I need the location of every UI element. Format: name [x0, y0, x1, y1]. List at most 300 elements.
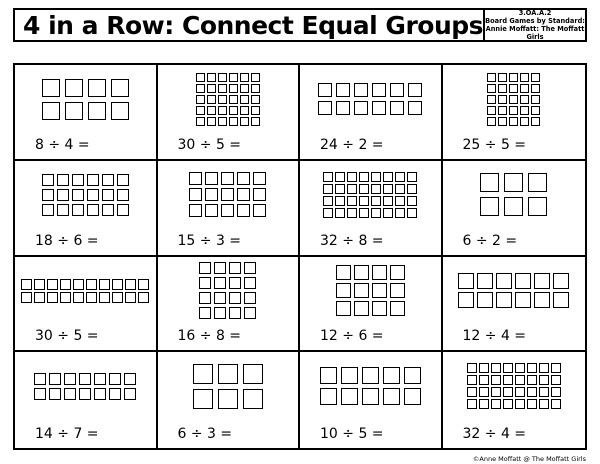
square-icon	[335, 184, 345, 194]
square-icon	[229, 84, 238, 93]
square-icon	[491, 375, 501, 385]
square-icon	[79, 388, 91, 400]
square-icon	[102, 189, 114, 201]
square-icon	[218, 73, 227, 82]
square-icon	[229, 95, 238, 104]
square-icon	[487, 95, 496, 104]
square-icon	[404, 367, 421, 384]
square-icon	[87, 174, 99, 186]
square-icon	[539, 375, 549, 385]
square-icon	[498, 95, 507, 104]
division-equation: 8 ÷ 4 =	[35, 136, 90, 153]
board-cell[interactable]	[443, 352, 586, 448]
square-icon	[42, 204, 54, 216]
division-equation: 12 ÷ 4 =	[462, 328, 527, 345]
square-icon	[395, 208, 405, 218]
square-icon	[34, 373, 46, 385]
square-icon	[99, 292, 110, 303]
square-icon	[520, 84, 529, 93]
square-icon	[509, 117, 518, 126]
square-icon	[111, 102, 129, 120]
square-icon	[244, 307, 256, 319]
square-icon	[477, 273, 493, 289]
square-icon	[94, 388, 106, 400]
square-icon	[527, 375, 537, 385]
square-icon	[109, 373, 121, 385]
game-board	[13, 63, 587, 450]
square-icon	[221, 172, 234, 185]
square-icon	[515, 273, 531, 289]
board-cell[interactable]	[443, 161, 586, 257]
series-name: Board Games by Standard:	[485, 17, 585, 25]
square-icon	[244, 277, 256, 289]
square-icon	[491, 387, 501, 397]
division-equation: 30 ÷ 5 =	[35, 328, 99, 345]
square-icon	[117, 174, 129, 186]
square-icon	[539, 399, 549, 409]
square-icon	[240, 84, 249, 93]
square-icon	[383, 196, 393, 206]
square-icon	[88, 102, 106, 120]
square-icon	[243, 364, 263, 384]
square-icon	[498, 84, 507, 93]
square-icon	[240, 95, 249, 104]
division-equation: 10 ÷ 5 =	[320, 426, 384, 442]
board-cell[interactable]	[15, 161, 158, 257]
square-icon	[479, 375, 489, 385]
square-icon	[193, 389, 213, 409]
square-icon	[534, 273, 550, 289]
standard-info	[483, 10, 585, 40]
square-icon	[60, 279, 71, 290]
square-icon	[65, 102, 83, 120]
square-icon	[503, 363, 513, 373]
square-icon	[60, 292, 71, 303]
square-icon	[117, 189, 129, 201]
square-icon	[395, 172, 405, 182]
division-equation: 18 ÷ 6 =	[35, 232, 99, 249]
board-cell[interactable]	[158, 65, 301, 161]
square-icon	[520, 73, 529, 82]
square-icon	[207, 106, 216, 115]
board-cell[interactable]	[300, 65, 443, 161]
division-equation: 32 ÷ 8 =	[320, 232, 384, 249]
square-icon	[193, 364, 213, 384]
square-icon	[244, 292, 256, 304]
square-icon	[251, 117, 260, 126]
square-icon	[72, 204, 84, 216]
square-icon	[383, 388, 400, 405]
square-icon	[383, 184, 393, 194]
square-icon	[528, 173, 547, 192]
square-icon	[520, 106, 529, 115]
square-icon	[253, 172, 266, 185]
square-icon	[253, 188, 266, 201]
square-icon	[371, 196, 381, 206]
square-icon	[467, 399, 477, 409]
square-icon	[214, 307, 226, 319]
square-icon	[47, 292, 58, 303]
square-icon	[335, 196, 345, 206]
square-icon	[124, 388, 136, 400]
square-icon	[336, 83, 350, 97]
square-icon	[551, 399, 561, 409]
board-cell[interactable]	[158, 257, 301, 353]
square-icon	[34, 279, 45, 290]
division-equation: 14 ÷ 7 =	[35, 426, 99, 442]
square-icon	[390, 283, 405, 298]
page-title: 4 in a Row: Connect Equal Groups	[23, 10, 484, 40]
equal-groups-array	[15, 169, 156, 221]
square-icon	[99, 279, 110, 290]
square-icon	[49, 388, 61, 400]
square-icon	[362, 367, 379, 384]
square-icon	[509, 95, 518, 104]
square-icon	[34, 292, 45, 303]
square-icon	[390, 101, 404, 115]
square-icon	[218, 84, 227, 93]
square-icon	[372, 101, 386, 115]
board-cell[interactable]	[15, 257, 158, 353]
square-icon	[229, 262, 241, 274]
square-icon	[65, 79, 83, 97]
square-icon	[189, 188, 202, 201]
square-icon	[117, 204, 129, 216]
division-equation: 15 ÷ 3 =	[177, 232, 242, 249]
board-cell[interactable]	[158, 161, 301, 257]
square-icon	[498, 117, 507, 126]
square-icon	[390, 83, 404, 97]
equal-groups-array	[158, 169, 299, 221]
square-icon	[102, 174, 114, 186]
square-icon	[21, 292, 32, 303]
equal-groups-array	[300, 73, 441, 125]
square-icon	[86, 292, 97, 303]
square-icon	[551, 363, 561, 373]
square-icon	[372, 283, 387, 298]
square-icon	[354, 265, 369, 280]
square-icon	[138, 292, 149, 303]
square-icon	[207, 84, 216, 93]
square-icon	[207, 73, 216, 82]
equal-groups-array	[443, 73, 586, 125]
square-icon	[336, 283, 351, 298]
square-icon	[199, 307, 211, 319]
square-icon	[520, 95, 529, 104]
square-icon	[362, 388, 379, 405]
square-icon	[34, 388, 46, 400]
square-icon	[323, 172, 333, 182]
square-icon	[496, 292, 512, 308]
square-icon	[199, 262, 211, 274]
square-icon	[498, 73, 507, 82]
equal-groups-array	[443, 265, 586, 317]
square-icon	[47, 279, 58, 290]
division-equation: 24 ÷ 2 =	[320, 136, 384, 153]
square-icon	[73, 279, 84, 290]
square-icon	[229, 73, 238, 82]
square-icon	[359, 172, 369, 182]
square-icon	[509, 73, 518, 82]
division-equation: 32 ÷ 4 =	[462, 426, 527, 442]
square-icon	[214, 262, 226, 274]
square-icon	[395, 196, 405, 206]
square-icon	[354, 101, 368, 115]
square-icon	[347, 172, 357, 182]
square-icon	[196, 73, 205, 82]
board-cell[interactable]	[300, 257, 443, 353]
square-icon	[323, 184, 333, 194]
equal-groups-array	[15, 73, 156, 125]
square-icon	[371, 172, 381, 182]
equal-groups-array	[300, 169, 441, 221]
square-icon	[407, 172, 417, 182]
square-icon	[390, 301, 405, 316]
square-icon	[323, 208, 333, 218]
square-icon	[229, 292, 241, 304]
square-icon	[42, 79, 60, 97]
square-icon	[237, 204, 250, 217]
division-equation: 30 ÷ 5 =	[177, 136, 242, 153]
square-icon	[487, 84, 496, 93]
square-icon	[515, 399, 525, 409]
square-icon	[125, 292, 136, 303]
square-icon	[196, 106, 205, 115]
square-icon	[42, 102, 60, 120]
square-icon	[318, 101, 332, 115]
square-icon	[354, 83, 368, 97]
square-icon	[42, 174, 54, 186]
square-icon	[205, 204, 218, 217]
square-icon	[87, 204, 99, 216]
square-icon	[72, 174, 84, 186]
square-icon	[534, 292, 550, 308]
square-icon	[527, 387, 537, 397]
square-icon	[498, 106, 507, 115]
square-icon	[207, 117, 216, 126]
square-icon	[479, 387, 489, 397]
board-cell[interactable]	[300, 161, 443, 257]
square-icon	[237, 172, 250, 185]
square-icon	[487, 73, 496, 82]
square-icon	[347, 208, 357, 218]
square-icon	[480, 197, 499, 216]
square-icon	[487, 106, 496, 115]
equal-groups-array	[158, 73, 299, 125]
square-icon	[553, 273, 569, 289]
square-icon	[467, 363, 477, 373]
square-icon	[527, 399, 537, 409]
square-icon	[383, 367, 400, 384]
square-icon	[383, 208, 393, 218]
board-cell[interactable]	[443, 257, 586, 353]
square-icon	[196, 84, 205, 93]
square-icon	[111, 79, 129, 97]
square-icon	[73, 292, 84, 303]
standard-code: 3.OA.A.2	[518, 9, 552, 17]
equal-groups-array	[158, 360, 299, 412]
square-icon	[515, 363, 525, 373]
square-icon	[531, 117, 540, 126]
square-icon	[196, 117, 205, 126]
square-icon	[102, 204, 114, 216]
square-icon	[527, 363, 537, 373]
square-icon	[404, 388, 421, 405]
square-icon	[407, 184, 417, 194]
square-icon	[318, 83, 332, 97]
square-icon	[251, 95, 260, 104]
square-icon	[504, 197, 523, 216]
square-icon	[395, 184, 405, 194]
square-icon	[341, 388, 358, 405]
square-icon	[87, 189, 99, 201]
square-icon	[528, 197, 547, 216]
square-icon	[88, 79, 106, 97]
square-icon	[214, 277, 226, 289]
board-cell[interactable]	[443, 65, 586, 161]
square-icon	[86, 279, 97, 290]
square-icon	[207, 95, 216, 104]
square-icon	[218, 364, 238, 384]
square-icon	[189, 204, 202, 217]
square-icon	[244, 262, 256, 274]
square-icon	[553, 292, 569, 308]
square-icon	[359, 196, 369, 206]
square-icon	[251, 73, 260, 82]
square-icon	[347, 196, 357, 206]
square-icon	[199, 277, 211, 289]
square-icon	[229, 117, 238, 126]
equal-groups-array	[15, 265, 156, 317]
author-name: Annie Moffatt: The Moffatt Girls	[485, 25, 585, 41]
square-icon	[335, 172, 345, 182]
square-icon	[253, 204, 266, 217]
square-icon	[251, 106, 260, 115]
square-icon	[531, 106, 540, 115]
square-icon	[491, 399, 501, 409]
square-icon	[229, 307, 241, 319]
square-icon	[251, 84, 260, 93]
square-icon	[520, 117, 529, 126]
square-icon	[79, 373, 91, 385]
square-icon	[229, 106, 238, 115]
square-icon	[243, 389, 263, 409]
board-cell[interactable]	[300, 352, 443, 448]
equal-groups-array	[300, 360, 441, 412]
square-icon	[354, 301, 369, 316]
equal-groups-array	[15, 360, 156, 412]
square-icon	[138, 279, 149, 290]
square-icon	[503, 399, 513, 409]
square-icon	[359, 208, 369, 218]
division-equation: 25 ÷ 5 =	[462, 136, 527, 153]
square-icon	[509, 84, 518, 93]
square-icon	[390, 265, 405, 280]
equal-groups-array	[443, 169, 586, 221]
board-cell[interactable]	[15, 65, 158, 161]
square-icon	[477, 292, 493, 308]
square-icon	[64, 373, 76, 385]
square-icon	[218, 117, 227, 126]
square-icon	[407, 196, 417, 206]
division-equation: 12 ÷ 6 =	[320, 328, 384, 345]
square-icon	[237, 188, 250, 201]
square-icon	[240, 117, 249, 126]
square-icon	[359, 184, 369, 194]
square-icon	[218, 106, 227, 115]
square-icon	[458, 292, 474, 308]
square-icon	[487, 117, 496, 126]
square-icon	[503, 375, 513, 385]
square-icon	[21, 279, 32, 290]
square-icon	[371, 208, 381, 218]
square-icon	[531, 73, 540, 82]
square-icon	[539, 387, 549, 397]
square-icon	[372, 265, 387, 280]
square-icon	[205, 172, 218, 185]
square-icon	[372, 83, 386, 97]
square-icon	[221, 188, 234, 201]
square-icon	[336, 301, 351, 316]
board-cell[interactable]	[158, 352, 301, 448]
square-icon	[347, 184, 357, 194]
square-icon	[479, 399, 489, 409]
square-icon	[458, 273, 474, 289]
square-icon	[407, 208, 417, 218]
square-icon	[479, 363, 489, 373]
square-icon	[125, 279, 136, 290]
square-icon	[124, 373, 136, 385]
square-icon	[320, 367, 337, 384]
square-icon	[467, 387, 477, 397]
equal-groups-array	[300, 265, 441, 317]
square-icon	[57, 174, 69, 186]
header	[13, 8, 587, 42]
square-icon	[335, 208, 345, 218]
square-icon	[229, 277, 241, 289]
square-icon	[221, 204, 234, 217]
square-icon	[531, 95, 540, 104]
square-icon	[515, 292, 531, 308]
board-cell[interactable]	[15, 352, 158, 448]
equal-groups-array	[443, 360, 586, 412]
square-icon	[218, 389, 238, 409]
square-icon	[112, 279, 123, 290]
square-icon	[189, 172, 202, 185]
square-icon	[503, 387, 513, 397]
square-icon	[42, 189, 54, 201]
square-icon	[240, 106, 249, 115]
square-icon	[112, 292, 123, 303]
square-icon	[57, 189, 69, 201]
square-icon	[336, 265, 351, 280]
square-icon	[509, 106, 518, 115]
square-icon	[408, 101, 422, 115]
square-icon	[214, 292, 226, 304]
square-icon	[196, 95, 205, 104]
square-icon	[94, 373, 106, 385]
square-icon	[323, 196, 333, 206]
square-icon	[467, 375, 477, 385]
square-icon	[371, 184, 381, 194]
division-equation: 16 ÷ 8 =	[177, 328, 242, 345]
square-icon	[515, 375, 525, 385]
square-icon	[551, 387, 561, 397]
square-icon	[109, 388, 121, 400]
square-icon	[218, 95, 227, 104]
square-icon	[240, 73, 249, 82]
square-icon	[341, 367, 358, 384]
